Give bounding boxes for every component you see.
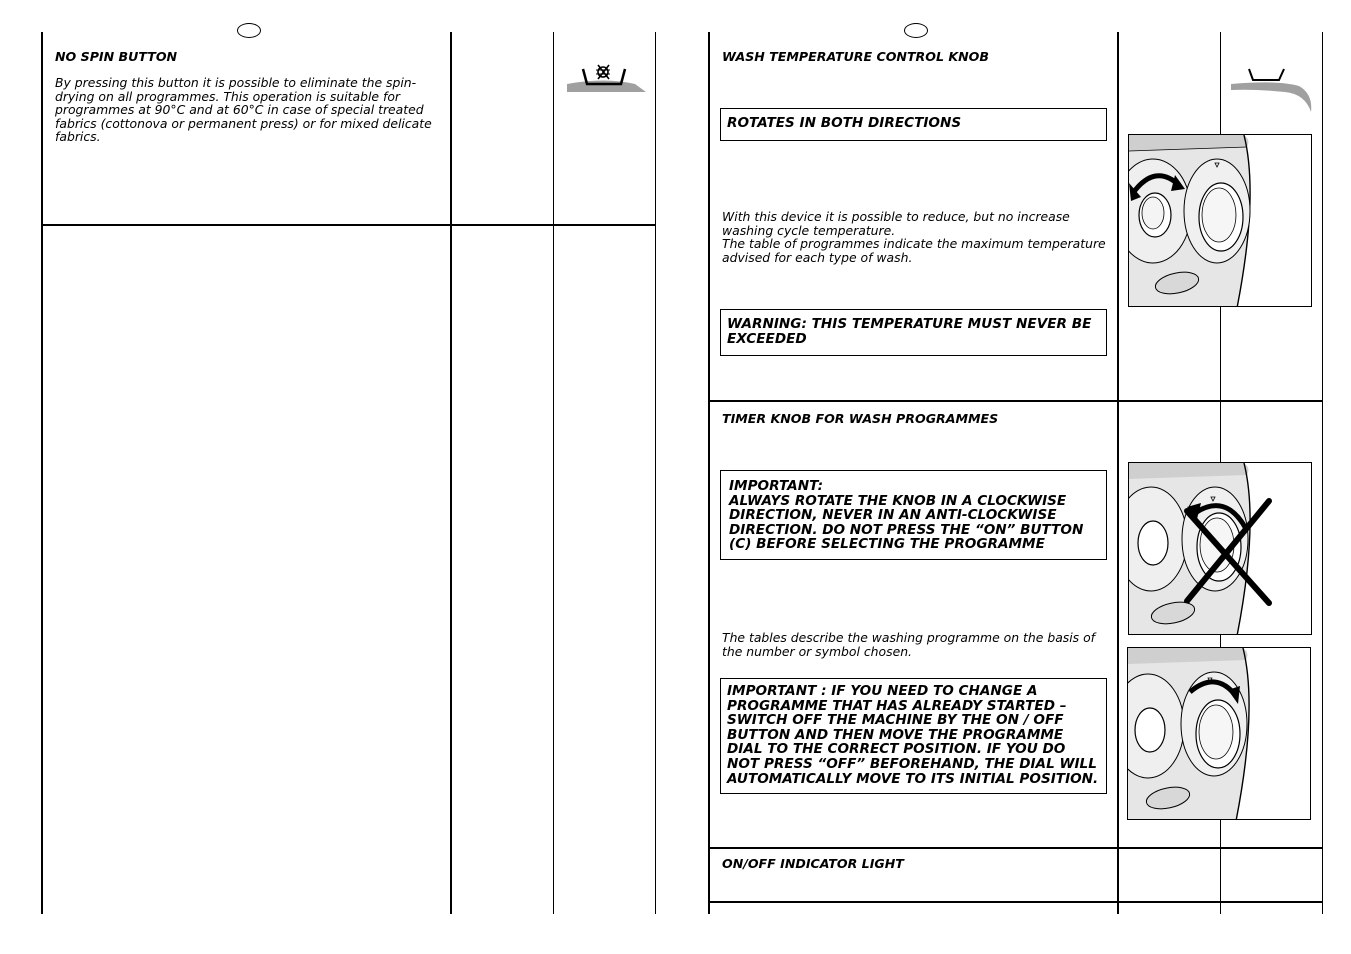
- wash-temp-description: With this device it is possible to reduce, but no increase washing cycle temperature. The table of programmes indicate the maximum temperature advised for each type of wash.: [722, 209, 1106, 265]
- wash-tub-icon: [1229, 64, 1315, 114]
- section-divider: [708, 400, 1323, 402]
- anticlockwise-forbidden-illustration: [1128, 462, 1312, 635]
- section-divider: [708, 847, 1323, 849]
- page-marker-oval: [904, 23, 928, 38]
- page-marker-oval: [237, 23, 261, 38]
- wash-temp-title: WASH TEMPERATURE CONTROL KNOB: [722, 49, 989, 64]
- no-spin-title: NO SPIN BUTTON: [55, 49, 178, 64]
- column-rule: [553, 32, 554, 914]
- left-margin-rule: [708, 32, 710, 914]
- change-programme-warning-box: IMPORTANT : IF YOU NEED TO CHANGE A PROGRAMME THAT HAS ALREADY STARTED – SWITCH OFF THE MACHINE BY THE ON / OFF BUTTON AND THEN MOVE THE PROGRAMME DIAL TO THE CORRECT POSITION. IF YOU DO NOT PRESS “OFF” BEFOREHAND, THE DIAL WILL AUTOMATICALLY MOVE TO ITS INITIAL POSITION.: [720, 678, 1107, 794]
- timer-title: TIMER KNOB FOR WASH PROGRAMMES: [722, 411, 999, 426]
- temperature-warning-box: WARNING: THIS TEMPERATURE MUST NEVER BE EXCEEDED: [720, 309, 1107, 356]
- left-margin-rule: [41, 32, 43, 914]
- clockwise-rotation-illustration: [1127, 647, 1311, 820]
- timer-description: The tables describe the washing programme on the basis of the number or symbol chosen.: [722, 630, 1096, 659]
- rotate-clockwise-warning-box: IMPORTANT: ALWAYS ROTATE THE KNOB IN A CLOCKWISE DIRECTION, NEVER IN AN ANTI-CLOCKWISE DIRECTION. DO NOT PRESS THE “ON” BUTTON (C) BEFORE SELECTING THE PROGRAMME: [720, 470, 1107, 560]
- no-spin-tub-icon: [565, 60, 649, 96]
- column-rule: [1117, 32, 1119, 914]
- column-rule: [655, 32, 656, 914]
- column-rule: [1322, 32, 1323, 914]
- no-spin-description: By pressing this button it is possible to eliminate the spin-drying on all programmes. This operation is suitable for programmes at 90°C and at 60°C in case of special treated fabrics (cottonova or permanent press) or for mixed delicate fabrics.: [55, 75, 432, 145]
- rotates-notice-box: ROTATES IN BOTH DIRECTIONS: [720, 108, 1107, 141]
- section-divider: [708, 901, 1323, 903]
- column-rule: [450, 32, 452, 914]
- temperature-knob-illustration: [1128, 134, 1312, 307]
- onoff-indicator-title: ON/OFF INDICATOR LIGHT: [722, 856, 904, 871]
- section-divider: [41, 224, 656, 226]
